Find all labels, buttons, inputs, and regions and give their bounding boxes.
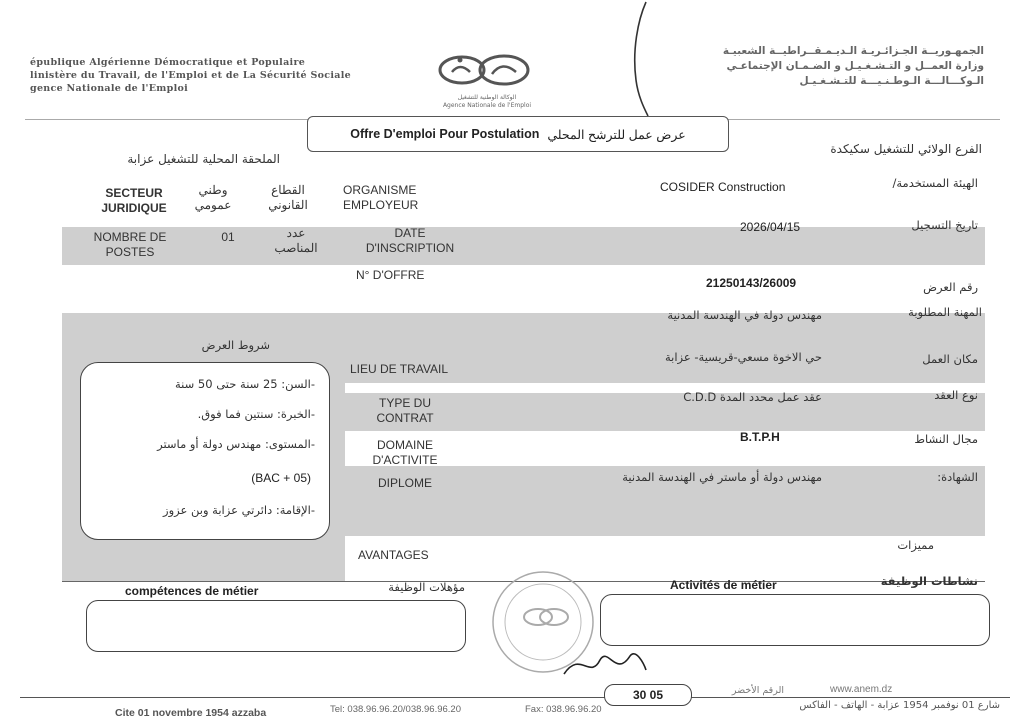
pen-mark-icon: [620, 0, 660, 120]
employer-value: COSIDER Construction: [660, 180, 786, 194]
domain-fr-label: DOMAINE D'ACTIVITE: [372, 438, 438, 467]
qualifications-ar-label: مؤهلات الوظيفة: [388, 580, 465, 594]
benefits-fr-label: AVANTAGES: [358, 548, 429, 562]
offer-no-ar-label: رقم العرض: [923, 280, 978, 294]
profession-value: مهندس دولة في الهندسة المدنية: [667, 308, 822, 322]
employer-ar-label: الهيئة المستخدمة/: [892, 176, 978, 190]
branch-right: الفرع الولائي للتشغيل سكيكدة: [830, 142, 982, 156]
activities-ar-label: نشاطات الوظيفة: [880, 574, 978, 588]
condition-experience: -الخبرة: سنتين فما فوق.: [197, 407, 315, 421]
skills-fr-label: compétences de métier: [125, 584, 259, 598]
diploma-ar-label: الشهادة:: [937, 470, 978, 484]
reg-date-value: 2026/04/15: [740, 220, 801, 234]
footer-address-fr: Cite 01 novembre 1954 azzaba: [115, 707, 267, 719]
header-fr: [30, 56, 351, 95]
offer-no-value: 21250143/26009: [706, 276, 797, 290]
offer-no-fr-label: N° D'OFFRE: [356, 268, 425, 282]
header-ar-line: الـوكـــالـــة الـوطـنـيـــة للتـشـغـيـل: [799, 75, 984, 87]
posts-fr-label: NOMBRE DE POSTES: [93, 230, 167, 259]
contract-ar-label: نوع العقد: [934, 388, 978, 402]
skills-box: [86, 600, 466, 652]
workplace-value: حي الاخوة مسعي-قريسية- عزابة: [664, 350, 822, 364]
footer-phone: Tel: 038.96.96.20/038.96.96.20: [330, 704, 462, 715]
condition-level: -المستوى: مهندس دولة أو ماستر: [157, 437, 315, 451]
footer-address-ar: شارع 01 نوفمبر 1954 عزابة - الهاتف - الفاكس: [799, 700, 1000, 711]
signature-icon: [560, 640, 650, 690]
branch-left: الملحقة المحلية للتشغيل عزابة: [127, 152, 280, 166]
green-number: 30 05: [604, 684, 692, 706]
workplace-fr-label: LIEU DE TRAVAIL: [350, 362, 449, 376]
legal-ar-label: القطاع القانوني: [268, 183, 308, 212]
row-band-profession: [62, 313, 985, 359]
condition-residence: -الإقامة: دائرتي عزابة وبن عزوز: [163, 503, 315, 517]
workplace-ar-label: مكان العمل: [922, 352, 978, 366]
green-number-label: الرقم الأخضر: [731, 685, 784, 696]
footer-website[interactable]: www.anem.dz: [830, 684, 893, 695]
header-fr-line: gence Nationale de l'Emploi: [30, 83, 189, 94]
logo-ar-text: الوكالة الوطنية للتشغيل: [457, 94, 517, 101]
row-band-registration: [62, 227, 985, 265]
legal-fr-label: SECTEUR JURIDIQUE: [101, 186, 167, 215]
conditions-box: [80, 362, 330, 540]
employer-fr-label: ORGANISME EMPLOYEUR: [343, 183, 419, 212]
domain-value: B.T.P.H: [740, 430, 780, 444]
posts-value: 01: [221, 230, 235, 244]
profession-ar-label: المهنة المطلوبة: [908, 305, 982, 319]
title-fr: Offre D'emploi Pour Postulation: [350, 127, 540, 141]
diploma-fr-label: DIPLOME: [377, 476, 432, 490]
condition-bac: (BAC + 05): [251, 471, 311, 485]
activities-fr-label: Activités de métier: [670, 578, 777, 592]
contract-fr-label: TYPE DU CONTRAT: [376, 396, 434, 425]
header-ar-line: وزارة العمــل و التـشـغـيـل و الضـمـان الإجتماعـي: [726, 60, 984, 72]
activities-box: [600, 594, 990, 646]
condition-age: -السن: 25 سنة حتى 50 سنة: [174, 377, 315, 391]
logo-fr-text: Agence Nationale de l'Emploi: [442, 102, 532, 109]
domain-ar-label: مجال النشاط: [914, 432, 978, 446]
anem-logo: [422, 48, 552, 108]
page-title: [307, 116, 729, 152]
footer-divider: [20, 697, 1010, 698]
header-ar-line: الجمهـوريــة الجـزائـريـة الـديـمـقــراطيــة الشعبيـة: [722, 45, 984, 57]
reg-date-ar-label: تاريخ التسجيل: [911, 218, 978, 232]
benefits-ar-label: مميزات: [897, 538, 934, 552]
header-fr-line: épublique Algérienne Démocratique et Populaire: [30, 57, 306, 68]
conditions-title: شروط العرض: [201, 338, 270, 352]
contract-value: عقد عمل محدد المدة C.D.D: [683, 390, 822, 404]
header-fr-line: linistère du Travail, de l'Emploi et de La Sécurité Sociale: [30, 70, 352, 81]
legal-value: وطني عمومي: [194, 183, 232, 212]
title-ar: عرض عمل للترشح المحلي: [547, 127, 686, 142]
diploma-value: مهندس دولة أو ماستر في الهندسة المدنية: [622, 470, 822, 484]
reg-date-fr-label: DATE D'INSCRIPTION: [365, 226, 455, 255]
posts-ar-label: عدد المناصب: [274, 226, 318, 255]
anem-logo-icon: [422, 48, 552, 90]
footer-fax: Fax: 038.96.96.20: [525, 704, 602, 715]
